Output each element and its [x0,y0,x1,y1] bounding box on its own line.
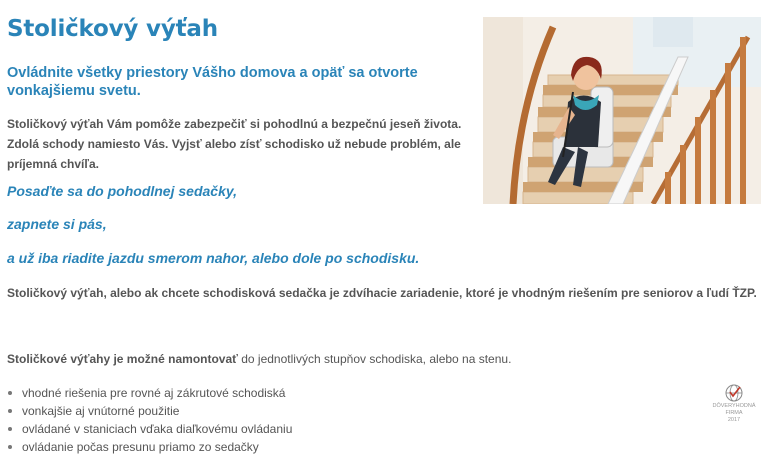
trusted-company-badge [710,383,758,433]
woman-on-stairlift-photo [483,17,761,204]
step-sit-down: Posaďte sa do pohodlnej sedačky, [7,183,238,199]
mounting-bold-text: Stoličkové výťahy je možné namontovať [7,352,238,366]
badge-line2: FIRMA [725,410,743,416]
badge-line1: DÔVERYHODNÁ [712,403,756,409]
feature-item-3: ovládané v staniciach vďaka diaľkovému ovládaniu [7,420,292,438]
intro-paragraph: Stoličkový výťah Vám pomôže zabezpečiť si pohodlnú a bezpečnú jeseň života. Zdolá schody namiesto Vás. Vyjsť alebo zísť schodisko už nebude problém, ale príjemná chvíľa. [7,117,462,171]
feature-item-2: vonkajšie aj vnútorné použitie [7,402,292,420]
feature-list [7,384,292,456]
globe-check-icon [724,383,744,403]
definition-paragraph: Stoličkový výťah, alebo ak chcete schodisková sedačka je zdvíhacie zariadenie, ktoré je vhodným riešením pre seniorov a ľudí ŤZP. [7,286,757,300]
feature-item-4: ovládanie počas presunu priamo zo sedačky [7,438,292,456]
badge-year: 2017 [727,417,741,423]
mounting-rest-text: do jednotlivých stupňov schodiska, alebo na stenu. [237,352,512,366]
step-ride-control: a už iba riadite jazdu smerom nahor, alebo dole po schodisku. [7,250,420,266]
lead-text: Ovládnite všetky priestory Vášho domova a opäť sa otvorte vonkajšiemu svetu. [7,65,418,99]
feature-item-1: vhodné riešenia pre rovné aj zákrutové schodiská [7,384,292,402]
page-title: Stoličkový výťah [7,16,218,42]
step-fasten-belt: zapnete si pás, [7,216,107,232]
mounting-paragraph [7,351,511,367]
